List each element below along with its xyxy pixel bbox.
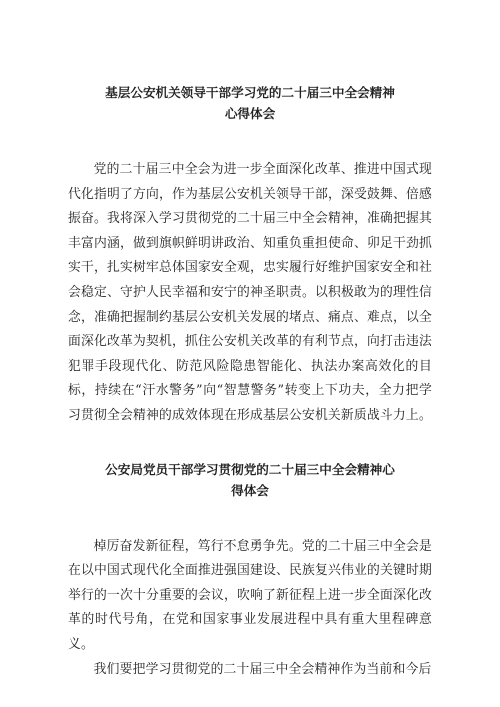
essay-1-paragraph-1: 党的二十届三中全会为进一步全面深化改革、推进中国式现代化指明了方向，作为基层公安机关领导干部，深受鼓舞、倍感振奋。我将深入学习贯彻党的二十届三中全会精神，准确把握其丰富内涵，做到旗帜鲜明讲政治、知重负重担使命、卯足干劲抓实干，扎实树牢总体国家安全观，忠实履行好维护国家安全和社会稳定、守护人民幸福和安宁的神圣职责。以积极敢为的理性信念，准确把握制约基层公安机关发展的堵点、痛点、难点，以全面深化改革为契机，抓住公安机关改革的有利节点，向打击违法犯罪手段现代化、防范风险隐患智能化、执法办案高效化的目标，持续在“汗水警务”向“智慧警务”转变上下功夫，全力把学习贯彻全会精神的成效体现在形成基层公安机关新质战斗力上。: [68, 162, 432, 423]
essay-2-paragraph-1: 棹厉奋发新征程，笃行不怠勇争先。党的二十届三中全会是在以中国式现代化全面推进强国建设、民族复兴伟业的关键时期举行的一次十分重要的会议，吹响了新征程上进一步全面深化改革的时代号角，在党和国家事业发展进程中具有重大里程碑意义。: [68, 538, 432, 652]
essay-2-title-line-2: 得体会: [231, 482, 269, 498]
essay-2-title: [68, 459, 432, 501]
section-essay-2: [68, 459, 432, 683]
section-essay-1: [68, 82, 432, 429]
essay-2-title-line-1: 公安局党员干部学习贯彻党的二十届三中全会精神心: [105, 461, 395, 477]
essay-1-title-line-2: 心得体会: [224, 106, 276, 121]
essay-2-paragraph-2: 我们要把学习贯彻党的二十届三中全会精神作为当前和今后: [93, 661, 432, 677]
essay-1-title: [68, 82, 432, 124]
essay-1-title-line-1: 基层公安机关领导干部学习党的二十届三中全会精神: [105, 85, 395, 100]
